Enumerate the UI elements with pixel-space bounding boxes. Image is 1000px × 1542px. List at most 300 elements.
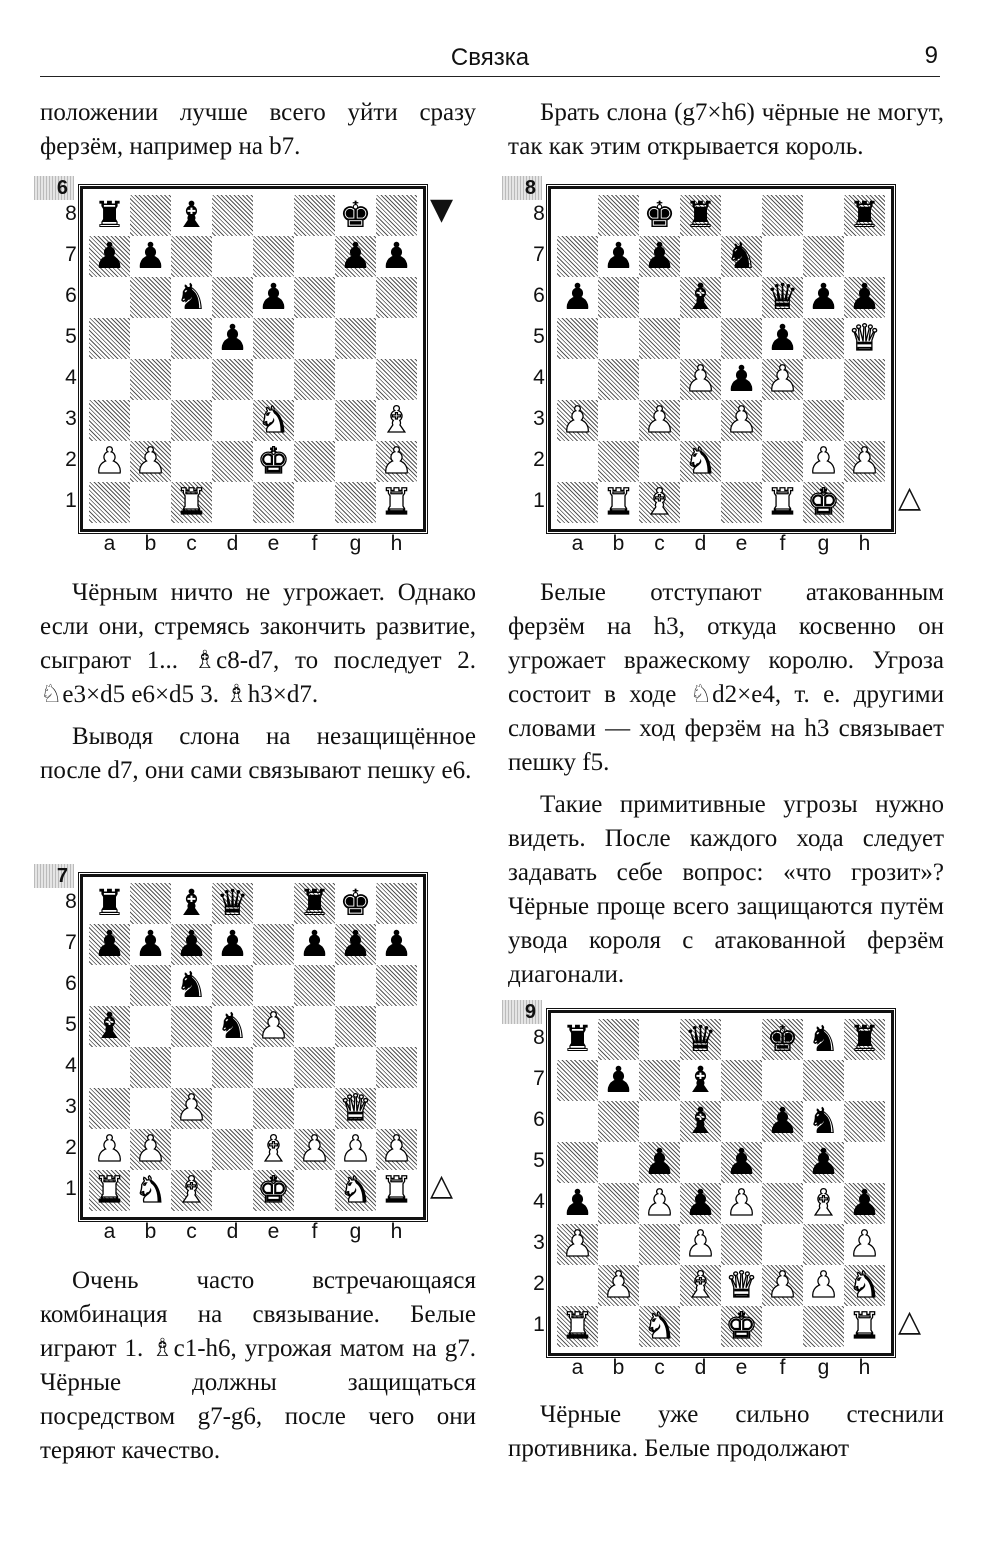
black-bishop-icon: ♝ (684, 1101, 717, 1142)
rank-label: 6 (65, 972, 77, 995)
square-d3 (212, 400, 253, 441)
black-rook-icon: ♜ (848, 1019, 881, 1060)
square-a2 (89, 1129, 130, 1170)
white-knight-icon: ♞ (339, 1170, 372, 1211)
chess-diagram-9 (502, 1000, 942, 1390)
square-d3 (680, 400, 721, 441)
square-f6 (294, 277, 335, 318)
square-b5 (130, 318, 171, 359)
black-pawn-icon: ♟ (134, 924, 167, 965)
square-a4 (557, 359, 598, 400)
square-c4 (639, 359, 680, 400)
square-c8 (171, 883, 212, 924)
square-f5 (762, 1142, 803, 1183)
square-g6 (803, 1101, 844, 1142)
rank-label: 4 (65, 366, 77, 389)
square-e8 (253, 195, 294, 236)
square-a3 (557, 400, 598, 441)
square-b7 (598, 1060, 639, 1101)
square-d8 (680, 1019, 721, 1060)
black-pawn-icon: ♟ (848, 1183, 881, 1224)
square-g5 (335, 318, 376, 359)
right-text-diagram8 (508, 576, 944, 1000)
file-label: a (103, 532, 116, 555)
chapter-title: Связка (450, 44, 530, 71)
square-a4 (89, 359, 130, 400)
square-d5 (680, 318, 721, 359)
square-h5 (844, 1142, 885, 1183)
square-a2 (557, 1265, 598, 1306)
square-c2 (171, 1129, 212, 1170)
square-g2 (803, 441, 844, 482)
square-e1 (721, 1306, 762, 1347)
black-pawn-icon: ♟ (684, 1183, 717, 1224)
black-king-icon: ♚ (643, 195, 676, 236)
square-h4 (376, 1047, 417, 1088)
paragraph: положении лучше всего уйти сразу ферзём, например на b7. (40, 99, 476, 160)
black-pawn-icon: ♟ (807, 1142, 840, 1183)
chess-board (80, 186, 426, 532)
white-pawn-icon: ♟ (602, 1265, 635, 1306)
square-e2 (253, 441, 294, 482)
square-a5 (89, 318, 130, 359)
white-rook-icon: ♜ (848, 1306, 881, 1347)
rank-label: 2 (533, 1272, 545, 1295)
diagram-number: 9 (502, 1000, 542, 1024)
square-f7 (294, 924, 335, 965)
square-c8 (639, 195, 680, 236)
square-g1 (803, 482, 844, 523)
square-b7 (130, 236, 171, 277)
square-g6 (803, 277, 844, 318)
white-pawn-icon: ♟ (643, 400, 676, 441)
black-pawn-icon: ♟ (175, 924, 208, 965)
white-pawn-icon: ♟ (298, 1129, 331, 1170)
square-e5 (253, 1006, 294, 1047)
rank-label: 3 (65, 407, 77, 430)
black-pawn-icon: ♟ (93, 236, 126, 277)
white-king-icon: ♚ (807, 482, 840, 523)
white-pawn-icon: ♟ (93, 1129, 126, 1170)
white-pawn-icon: ♟ (339, 1129, 372, 1170)
rank-label: 1 (65, 489, 77, 512)
square-c3 (639, 1224, 680, 1265)
square-h2 (844, 1265, 885, 1306)
black-queen-icon: ♛ (684, 1019, 717, 1060)
square-d2 (680, 1265, 721, 1306)
square-g7 (335, 236, 376, 277)
white-rook-icon: ♜ (766, 482, 799, 523)
square-g3 (803, 1224, 844, 1265)
white-pawn-icon: ♟ (807, 441, 840, 482)
square-f3 (294, 1088, 335, 1129)
paragraph: Белые отступают атакованным ферзём на h3, откуда косвенно он угрожает вражескому королю. Угроза состоит в ходе ♘d2×e4, т. е. другими словами — ход ферзём на h3 связывает пешку f5. (508, 579, 944, 776)
rank-label: 1 (533, 1313, 545, 1336)
white-bishop-icon: ♝ (175, 1170, 208, 1211)
file-label: e (267, 1220, 280, 1243)
square-c5 (639, 1142, 680, 1183)
square-e2 (253, 1129, 294, 1170)
square-f3 (762, 1224, 803, 1265)
black-pawn-icon: ♟ (725, 1142, 758, 1183)
square-b3 (130, 1088, 171, 1129)
white-king-icon: ♚ (725, 1306, 758, 1347)
black-knight-icon: ♞ (725, 236, 758, 277)
black-to-move-icon: ▼ (430, 192, 454, 227)
square-b3 (598, 400, 639, 441)
square-e7 (721, 236, 762, 277)
square-d2 (680, 441, 721, 482)
square-f6 (294, 965, 335, 1006)
square-b8 (130, 883, 171, 924)
white-pawn-icon: ♟ (561, 400, 594, 441)
black-pawn-icon: ♟ (93, 924, 126, 965)
file-label: g (817, 1356, 830, 1379)
square-b8 (130, 195, 171, 236)
file-label: h (858, 1356, 871, 1379)
black-pawn-icon: ♟ (561, 1183, 594, 1224)
chess-board (80, 874, 426, 1220)
file-label: e (735, 1356, 748, 1379)
square-h2 (376, 441, 417, 482)
square-b8 (598, 195, 639, 236)
square-c2 (639, 1265, 680, 1306)
black-queen-icon: ♛ (766, 277, 799, 318)
square-c6 (171, 277, 212, 318)
white-bishop-icon: ♝ (643, 482, 676, 523)
rank-label: 3 (65, 1095, 77, 1118)
rank-label: 4 (533, 366, 545, 389)
white-pawn-icon: ♟ (725, 1183, 758, 1224)
square-b7 (130, 924, 171, 965)
white-to-move-icon: △ (898, 480, 922, 515)
square-f3 (294, 400, 335, 441)
square-h3 (844, 400, 885, 441)
square-h6 (844, 277, 885, 318)
black-pawn-icon: ♟ (807, 277, 840, 318)
square-e7 (721, 1060, 762, 1101)
black-pawn-icon: ♟ (643, 236, 676, 277)
paragraph: Брать слона (g7×h6) чёрные не могут, так как этим открывается король. (508, 99, 944, 160)
square-h7 (844, 1060, 885, 1101)
square-a1 (89, 482, 130, 523)
square-h8 (376, 195, 417, 236)
file-label: h (390, 1220, 403, 1243)
square-e7 (253, 236, 294, 277)
square-c6 (639, 277, 680, 318)
square-a8 (557, 195, 598, 236)
square-b6 (130, 965, 171, 1006)
black-pawn-icon: ♟ (380, 924, 413, 965)
square-d4 (680, 1183, 721, 1224)
square-g6 (335, 277, 376, 318)
rank-label: 5 (533, 325, 545, 348)
rank-label: 7 (65, 931, 77, 954)
square-c8 (639, 1019, 680, 1060)
black-knight-icon: ♞ (175, 965, 208, 1006)
black-pawn-icon: ♟ (339, 236, 372, 277)
square-h7 (376, 924, 417, 965)
diagram-number: 8 (502, 176, 542, 200)
black-pawn-icon: ♟ (602, 236, 635, 277)
square-h5 (376, 318, 417, 359)
square-h3 (376, 400, 417, 441)
black-pawn-icon: ♟ (766, 1101, 799, 1142)
square-h6 (844, 1101, 885, 1142)
square-a7 (557, 1060, 598, 1101)
white-knight-icon: ♞ (643, 1306, 676, 1347)
white-knight-icon: ♞ (257, 400, 290, 441)
black-bishop-icon: ♝ (175, 195, 208, 236)
square-h7 (376, 236, 417, 277)
square-b3 (598, 1224, 639, 1265)
file-label: e (267, 532, 280, 555)
square-c1 (171, 1170, 212, 1211)
square-f7 (294, 236, 335, 277)
square-e8 (721, 195, 762, 236)
square-c4 (639, 1183, 680, 1224)
square-h5 (844, 318, 885, 359)
square-g8 (803, 1019, 844, 1060)
square-f8 (762, 195, 803, 236)
square-f1 (762, 482, 803, 523)
square-d3 (680, 1224, 721, 1265)
black-rook-icon: ♜ (684, 195, 717, 236)
square-g2 (335, 1129, 376, 1170)
square-d1 (212, 1170, 253, 1211)
square-e2 (721, 441, 762, 482)
square-d6 (212, 965, 253, 1006)
square-b1 (130, 482, 171, 523)
square-a5 (89, 1006, 130, 1047)
square-e4 (253, 1047, 294, 1088)
black-pawn-icon: ♟ (216, 924, 249, 965)
square-a4 (89, 1047, 130, 1088)
white-pawn-icon: ♟ (766, 359, 799, 400)
black-pawn-icon: ♟ (380, 236, 413, 277)
square-c6 (171, 965, 212, 1006)
square-f8 (762, 1019, 803, 1060)
black-knight-icon: ♞ (807, 1101, 840, 1142)
black-pawn-icon: ♟ (216, 318, 249, 359)
square-b3 (130, 400, 171, 441)
square-d5 (680, 1142, 721, 1183)
square-a2 (89, 441, 130, 482)
square-c3 (171, 400, 212, 441)
square-f4 (762, 359, 803, 400)
square-e1 (253, 482, 294, 523)
rank-label: 4 (533, 1190, 545, 1213)
page-number: 9 (924, 42, 938, 69)
file-label: f (311, 1220, 318, 1243)
square-g6 (335, 965, 376, 1006)
file-label: c (654, 532, 665, 555)
white-pawn-icon: ♟ (134, 441, 167, 482)
square-g4 (335, 359, 376, 400)
black-pawn-icon: ♟ (643, 1142, 676, 1183)
black-pawn-icon: ♟ (339, 924, 372, 965)
white-rook-icon: ♜ (175, 482, 208, 523)
square-e3 (253, 1088, 294, 1129)
square-e6 (253, 965, 294, 1006)
square-b1 (130, 1170, 171, 1211)
square-g5 (803, 318, 844, 359)
square-c7 (171, 924, 212, 965)
square-f1 (294, 482, 335, 523)
white-rook-icon: ♜ (380, 1170, 413, 1211)
square-b5 (598, 318, 639, 359)
file-label: c (654, 1356, 665, 1379)
black-king-icon: ♚ (766, 1019, 799, 1060)
file-label: d (694, 532, 707, 555)
square-f4 (294, 1047, 335, 1088)
square-a8 (557, 1019, 598, 1060)
white-pawn-icon: ♟ (93, 441, 126, 482)
black-queen-icon: ♛ (216, 883, 249, 924)
black-pawn-icon: ♟ (725, 359, 758, 400)
white-king-icon: ♚ (257, 1170, 290, 1211)
square-a4 (557, 1183, 598, 1224)
file-label: f (311, 532, 318, 555)
square-b1 (598, 482, 639, 523)
square-g5 (335, 1006, 376, 1047)
square-a2 (557, 441, 598, 482)
black-pawn-icon: ♟ (561, 277, 594, 318)
square-h1 (844, 482, 885, 523)
square-b6 (598, 1101, 639, 1142)
square-h1 (376, 482, 417, 523)
black-bishop-icon: ♝ (684, 1060, 717, 1101)
square-c4 (171, 359, 212, 400)
square-d1 (212, 482, 253, 523)
square-e4 (253, 359, 294, 400)
square-g1 (335, 1170, 376, 1211)
chess-board (548, 1010, 894, 1356)
file-label: b (612, 1356, 625, 1379)
file-label: f (779, 1356, 786, 1379)
square-g8 (335, 883, 376, 924)
rank-label: 1 (65, 1177, 77, 1200)
square-b6 (130, 277, 171, 318)
paragraph: Такие примитивные угрозы нужно видеть. После каждого хода следует задавать себе вопрос: «что грозит»? Чёрные проще всего защищаются путём увода короля с атакованной ферзём диагонали. (508, 791, 944, 988)
white-pawn-icon: ♟ (134, 1129, 167, 1170)
file-label: a (103, 1220, 116, 1243)
square-b5 (130, 1006, 171, 1047)
square-g1 (335, 482, 376, 523)
square-h4 (376, 359, 417, 400)
square-d6 (212, 277, 253, 318)
square-a8 (89, 195, 130, 236)
white-knight-icon: ♞ (684, 441, 717, 482)
square-e1 (721, 482, 762, 523)
rank-label: 4 (65, 1054, 77, 1077)
white-rook-icon: ♜ (93, 1170, 126, 1211)
square-d7 (212, 236, 253, 277)
square-f5 (294, 1006, 335, 1047)
square-c7 (639, 1060, 680, 1101)
black-rook-icon: ♜ (298, 883, 331, 924)
square-d8 (212, 883, 253, 924)
square-d2 (212, 441, 253, 482)
chess-diagram-8 (502, 176, 942, 566)
square-a6 (89, 965, 130, 1006)
square-e5 (721, 1142, 762, 1183)
square-a6 (557, 1101, 598, 1142)
square-e3 (721, 1224, 762, 1265)
square-a7 (557, 236, 598, 277)
square-g8 (803, 195, 844, 236)
square-d7 (680, 1060, 721, 1101)
square-d8 (212, 195, 253, 236)
square-a8 (89, 883, 130, 924)
diagram-number: 7 (34, 864, 74, 888)
file-label: g (817, 532, 830, 555)
square-c1 (639, 1306, 680, 1347)
rank-label: 1 (533, 489, 545, 512)
square-e6 (253, 277, 294, 318)
square-f8 (294, 195, 335, 236)
white-pawn-icon: ♟ (380, 1129, 413, 1170)
square-h1 (376, 1170, 417, 1211)
square-b7 (598, 236, 639, 277)
file-label: c (186, 1220, 197, 1243)
square-c3 (171, 1088, 212, 1129)
square-f7 (762, 236, 803, 277)
white-queen-icon: ♛ (339, 1088, 372, 1129)
white-pawn-icon: ♟ (766, 1265, 799, 1306)
file-label: d (226, 1220, 239, 1243)
square-g2 (335, 441, 376, 482)
square-c2 (171, 441, 212, 482)
rank-label: 5 (65, 325, 77, 348)
square-h4 (844, 1183, 885, 1224)
square-b4 (598, 359, 639, 400)
file-label: h (858, 532, 871, 555)
square-a3 (557, 1224, 598, 1265)
square-a5 (557, 318, 598, 359)
rank-label: 3 (533, 1231, 545, 1254)
square-b4 (130, 1047, 171, 1088)
square-d6 (680, 1101, 721, 1142)
square-d1 (680, 1306, 721, 1347)
rank-label: 7 (533, 1067, 545, 1090)
white-bishop-icon: ♝ (380, 400, 413, 441)
black-bishop-icon: ♝ (175, 883, 208, 924)
square-b5 (598, 1142, 639, 1183)
square-e3 (721, 400, 762, 441)
square-c5 (639, 318, 680, 359)
square-d5 (212, 318, 253, 359)
paragraph: Чёрным ничто не угрожает. Однако если они, стремясь закончить развитие, сыграют 1... ♗c8-d7, то последует 2. ♘e3×d5 e6×d5 3. ♗h3×d7. (40, 579, 476, 708)
square-f7 (762, 1060, 803, 1101)
black-pawn-icon: ♟ (298, 924, 331, 965)
white-pawn-icon: ♟ (175, 1088, 208, 1129)
square-c3 (639, 400, 680, 441)
square-d8 (680, 195, 721, 236)
white-knight-icon: ♞ (848, 1265, 881, 1306)
square-f1 (762, 1306, 803, 1347)
black-rook-icon: ♜ (848, 195, 881, 236)
square-e7 (253, 924, 294, 965)
black-rook-icon: ♜ (561, 1019, 594, 1060)
square-g8 (335, 195, 376, 236)
square-f6 (762, 277, 803, 318)
rank-label: 5 (533, 1149, 545, 1172)
square-c5 (171, 318, 212, 359)
file-label: b (144, 532, 157, 555)
white-bishop-icon: ♝ (257, 1129, 290, 1170)
square-h8 (844, 195, 885, 236)
